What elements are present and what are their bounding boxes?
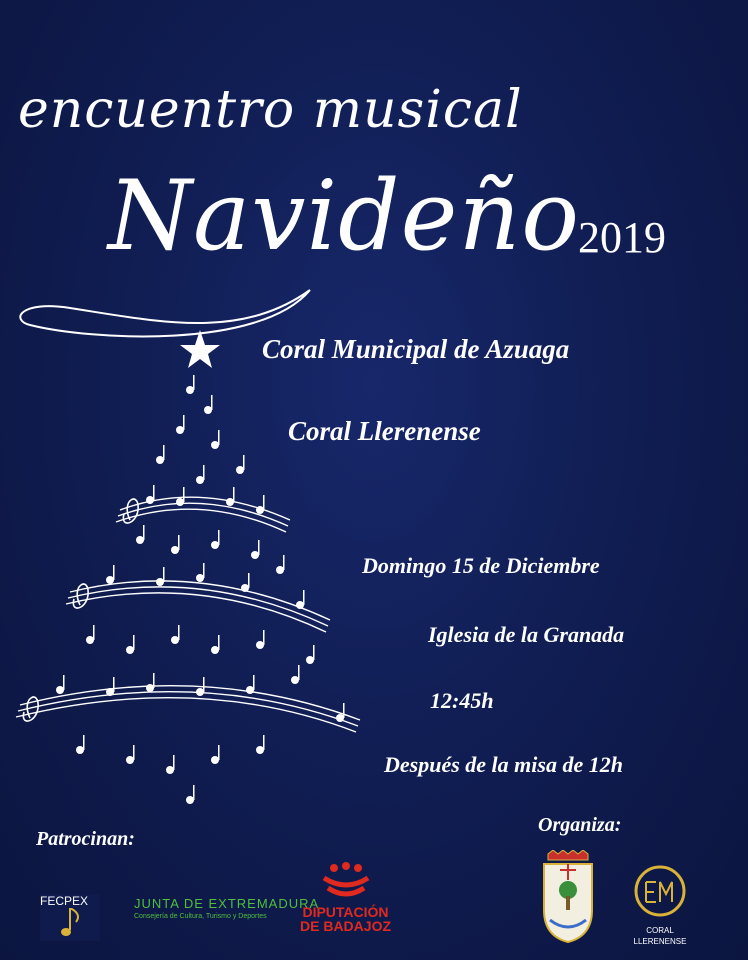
coral-logo-line2: LLERENENSE [633, 937, 687, 946]
event-time: 12:45h [430, 688, 494, 713]
title-line1: encuentro musical [18, 80, 523, 140]
organizers-label: Organiza: [538, 814, 622, 836]
music-tree-illustration [0, 320, 400, 820]
music-note-icon [40, 908, 100, 938]
choir-llerenense: Coral Llerenense [288, 416, 481, 446]
diputacion-line1: DIPUTACIÓN [302, 904, 389, 920]
title-line2: Navideño [108, 160, 581, 272]
coral-emblem-icon [630, 862, 690, 920]
coral-logo-line1: CORAL [646, 926, 674, 935]
choir-azuaga: Coral Municipal de Azuaga [262, 334, 570, 364]
event-date: Domingo 15 de Diciembre [362, 553, 600, 578]
fecpex-logo-text: FECPEX [40, 894, 89, 908]
sponsors-label: Patrocinan: [36, 828, 135, 850]
diputacion-badajoz-logo [300, 862, 391, 933]
title-year: 2019 [578, 213, 666, 262]
junta-logo-subtitle: Consejería de Cultura, Turismo y Deportes [134, 913, 267, 920]
staff-lines [16, 497, 360, 732]
junta-extremadura-logo [134, 896, 319, 920]
star-icon [180, 330, 220, 368]
diputacion-emblem-icon [316, 862, 376, 900]
fecpex-logo [40, 894, 100, 941]
event-place: Iglesia de la Granada [428, 622, 625, 647]
azuaga-shield-icon [538, 850, 598, 944]
coral-llerenense-logo [630, 862, 690, 946]
diputacion-line2: DE BADAJOZ [300, 918, 392, 934]
junta-logo-title: JUNTA DE EXTREMADURA [134, 896, 320, 911]
event-note: Después de la misa de 12h [384, 752, 623, 777]
